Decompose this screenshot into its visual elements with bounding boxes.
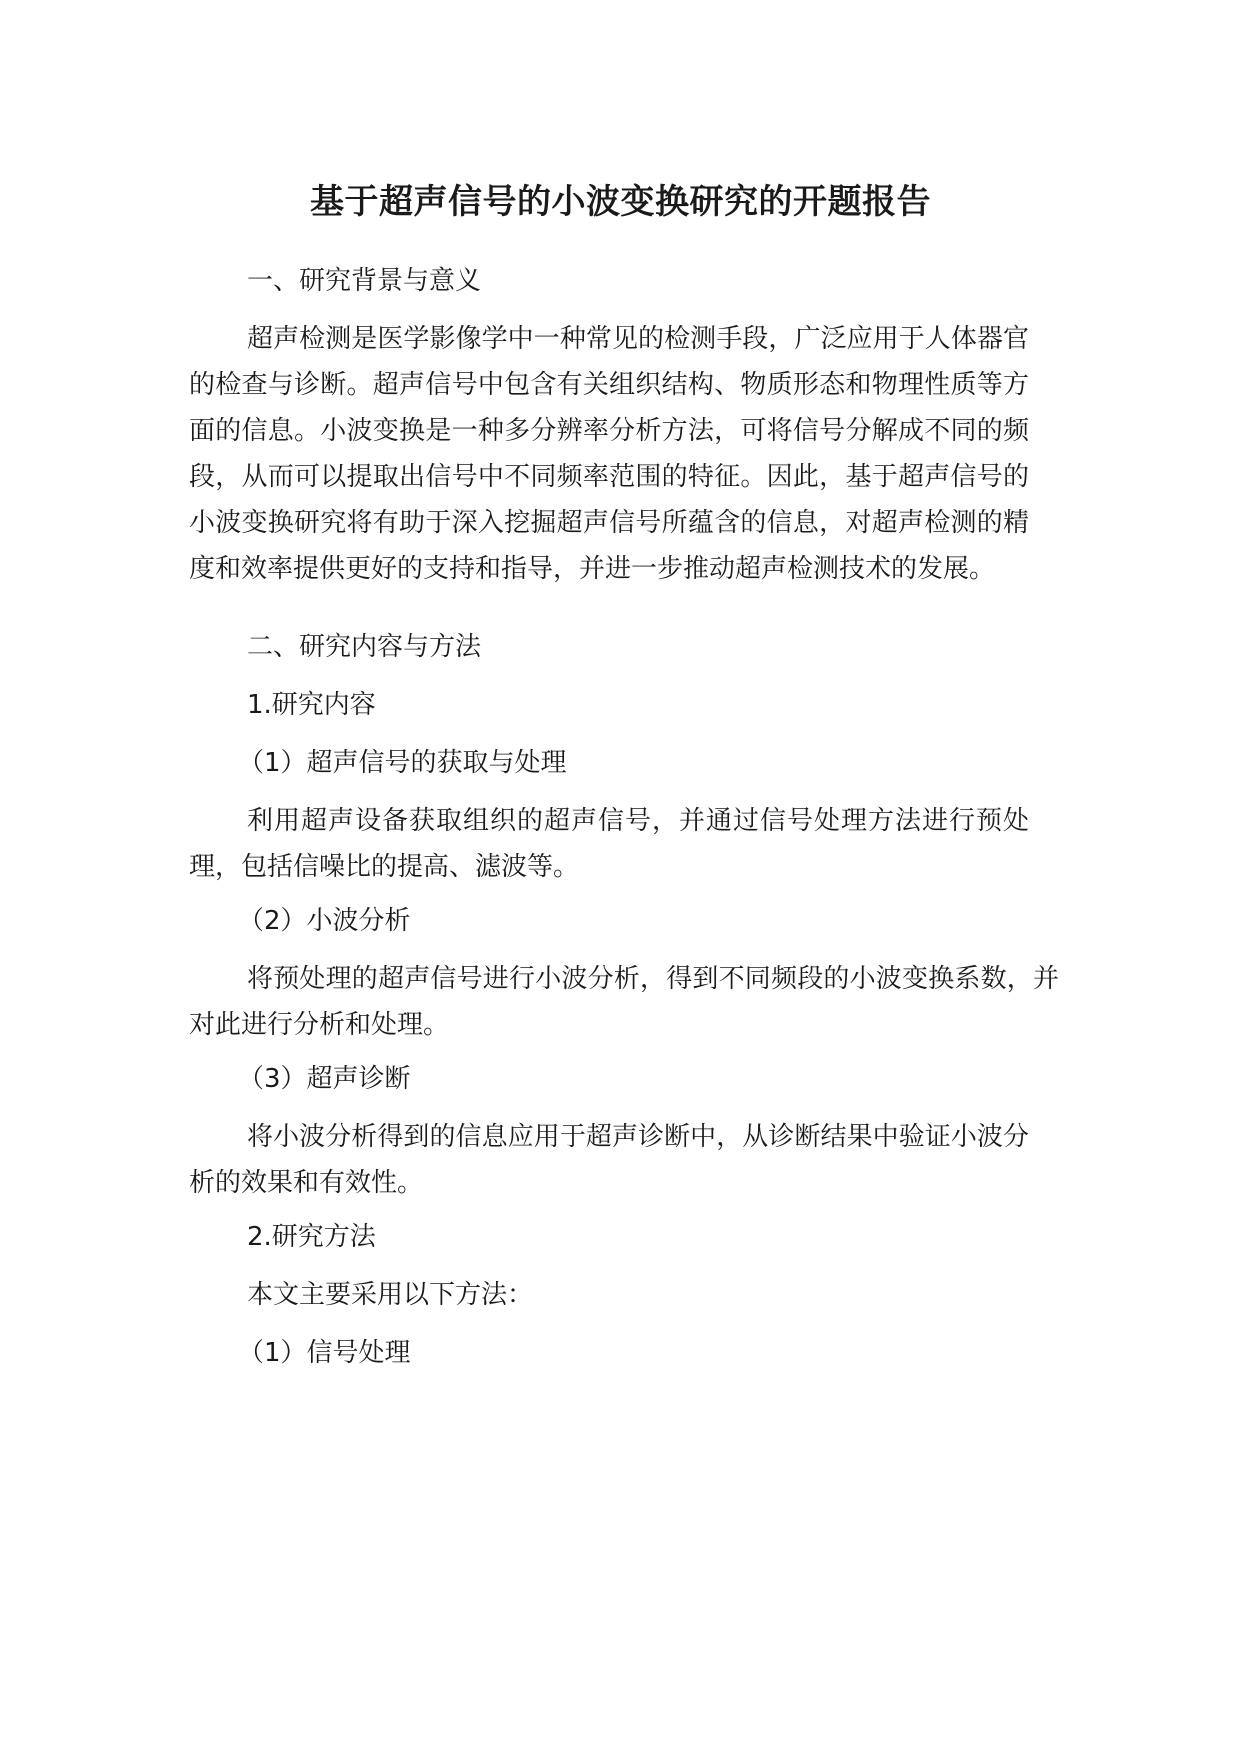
section-heading-background: 一、研究背景与意义 <box>247 266 482 296</box>
item-heading-wavelet-analysis: （2）小波分析 <box>238 906 411 936</box>
subheading-research-content: 1.研究内容 <box>247 690 376 720</box>
paragraph-background: 超声检测是医学影像学中一种常见的检测手段，广泛应用于人体器官的检查与诊断。超声信号中包含有关组织结构、物质形态和物理性质等方面的信息。小波变换是一种多分辨率分析方法，可将信号分解成不同的频段，从而可以提取出信号中不同频率范围的特征。因此，基于超声信号的小波变换研究将有助于深入挖掘超声信号所蕴含的信息，对超声检测的精度和效率提供更好的支持和指导，并进一步推动超声检测技术的发展。 <box>189 324 1029 584</box>
item-heading-signal-acquisition: （1）超声信号的获取与处理 <box>238 748 567 778</box>
section-heading-content-methods: 二、研究内容与方法 <box>247 632 482 662</box>
document-title: 基于超声信号的小波变换研究的开题报告 <box>310 182 931 222</box>
methods-intro: 本文主要采用以下方法： <box>247 1280 534 1310</box>
paragraph-ultrasound-diagnosis: 将小波分析得到的信息应用于超声诊断中，从诊断结果中验证小波分析的效果和有效性。 <box>189 1122 1029 1198</box>
item-heading-signal-processing: （1）信号处理 <box>238 1338 411 1368</box>
paragraph-wavelet-analysis: 将预处理的超声信号进行小波分析，得到不同频段的小波变换系数，并对此进行分析和处理。 <box>189 964 1059 1040</box>
subheading-research-methods: 2.研究方法 <box>247 1222 376 1252</box>
item-heading-ultrasound-diagnosis: （3）超声诊断 <box>238 1064 411 1094</box>
paragraph-signal-acquisition: 利用超声设备获取组织的超声信号，并通过信号处理方法进行预处理，包括信噪比的提高、滤波等。 <box>189 806 1029 882</box>
